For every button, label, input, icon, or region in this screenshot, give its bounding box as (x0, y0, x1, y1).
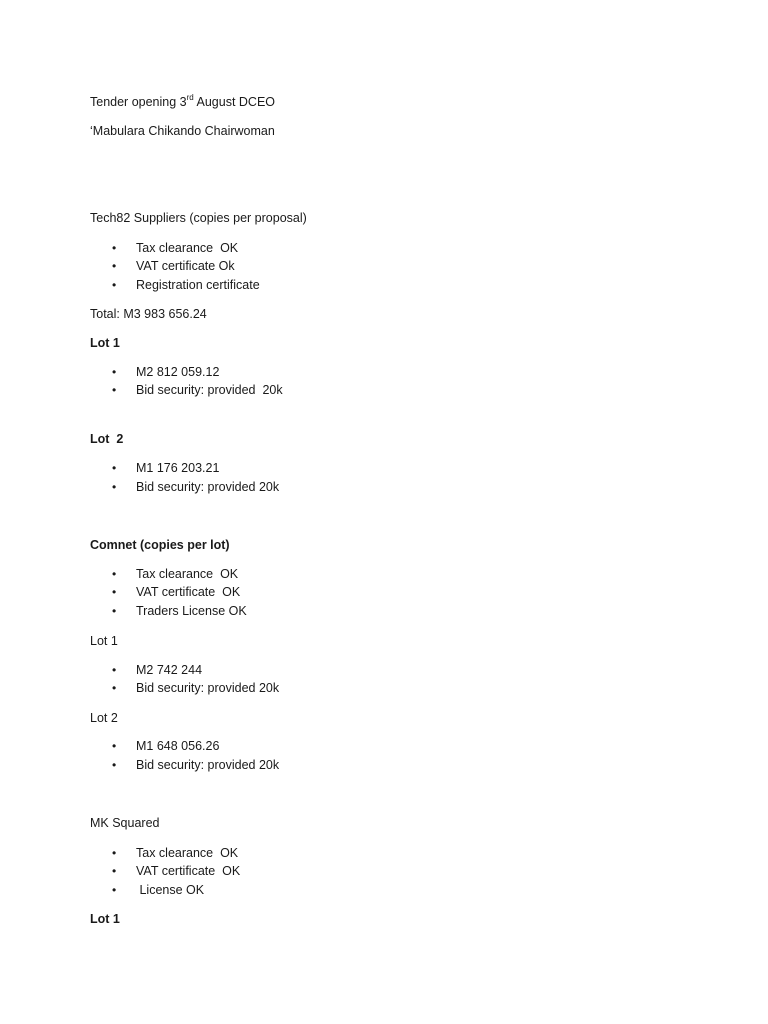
bullet-icon: • (112, 864, 117, 878)
list-item-text: Tax clearance OK (136, 846, 239, 860)
tech82-heading: Tech82 Suppliers (copies per proposal) (90, 211, 307, 225)
bullet-icon: • (112, 604, 117, 618)
bullet-icon: • (112, 758, 117, 772)
list-item (112, 277, 260, 293)
list-item (112, 738, 219, 754)
list-item (112, 662, 202, 678)
list-item-text: VAT certificate Ok (136, 259, 235, 273)
bullet-icon: • (112, 681, 117, 695)
list-item (112, 882, 204, 898)
list-item (112, 382, 283, 398)
bullet-icon: • (112, 846, 117, 860)
bullet-icon: • (112, 259, 117, 273)
mksquared-lot1-heading: Lot 1 (90, 912, 120, 926)
list-item-text: Bid security: provided 20k (136, 681, 280, 695)
tender-opening-text: Tender opening 3 (90, 95, 187, 109)
list-item-text: M1 176 203.21 (136, 461, 220, 475)
bullet-icon: • (112, 383, 117, 397)
list-item-text: Bid security: provided 20k (136, 383, 283, 397)
list-item-text: Tax clearance OK (136, 567, 239, 581)
list-item (112, 566, 238, 582)
comnet-lot2-heading: Lot 2 (90, 711, 118, 725)
tech82-lot2-heading: Lot 2 (90, 432, 124, 446)
bullet-icon: • (112, 461, 117, 475)
list-item-text: License OK (136, 883, 205, 897)
list-item-text: Traders License OK (136, 604, 247, 618)
list-item-text: Bid security: provided 20k (136, 480, 280, 494)
bullet-icon: • (112, 663, 117, 677)
list-item (112, 364, 219, 380)
list-item (112, 603, 247, 619)
list-item-text: Registration certificate (136, 278, 260, 292)
bullet-icon: • (112, 480, 117, 494)
tech82-lot1-heading: Lot 1 (90, 336, 120, 350)
bullet-icon: • (112, 241, 117, 255)
bullet-icon: • (112, 365, 117, 379)
list-item (112, 863, 240, 879)
bullet-icon: • (112, 883, 117, 897)
comnet-heading: Comnet (copies per lot) (90, 538, 230, 552)
list-item-text: M2 742 244 (136, 663, 203, 677)
list-item (112, 845, 238, 861)
mksquared-heading: MK Squared (90, 816, 160, 830)
bullet-icon: • (112, 585, 117, 599)
bullet-icon: • (112, 567, 117, 581)
list-item (112, 258, 235, 274)
ordinal-suffix: rd (186, 92, 194, 102)
list-item (112, 240, 238, 256)
list-item-text: M1 648 056.26 (136, 739, 220, 753)
tender-opening-line (90, 94, 275, 110)
list-item (112, 680, 279, 696)
list-item-text: VAT certificate OK (136, 864, 241, 878)
bullet-icon: • (112, 739, 117, 753)
list-item (112, 479, 279, 495)
list-item-text: VAT certificate OK (136, 585, 241, 599)
bullet-icon: • (112, 278, 117, 292)
comnet-lot1-heading: Lot 1 (90, 634, 118, 648)
tech82-total: Total: M3 983 656.24 (90, 307, 207, 321)
list-item (112, 757, 279, 773)
list-item (112, 460, 219, 476)
chairwoman-line: ‘Mabulara Chikando Chairwoman (90, 124, 275, 138)
tender-opening-date-text: August DCEO (193, 95, 276, 109)
list-item-text: Tax clearance OK (136, 241, 239, 255)
list-item-text: M2 812 059.12 (136, 365, 220, 379)
list-item (112, 584, 240, 600)
list-item-text: Bid security: provided 20k (136, 758, 280, 772)
